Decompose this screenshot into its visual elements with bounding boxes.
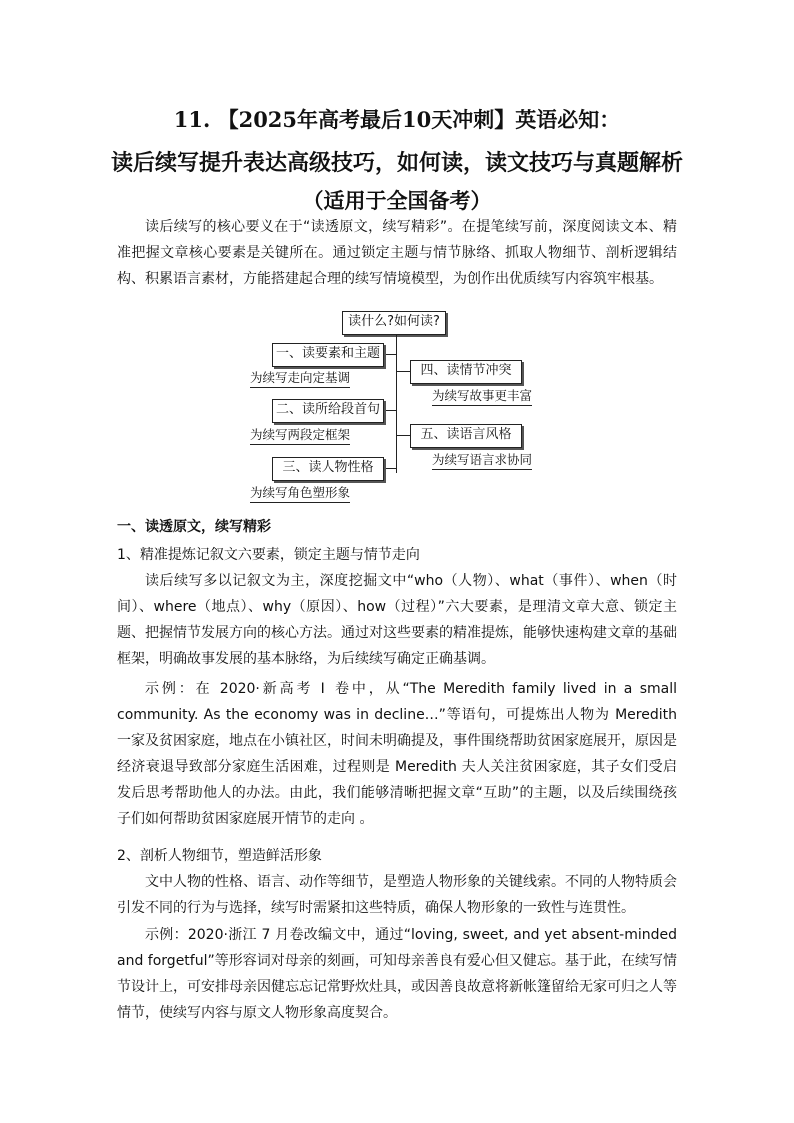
subsection-1-heading: 1、精准提炼记叙文六要素，锁定主题与情节走向 [117, 547, 420, 563]
diagram-note-1: 为续写走向定基调 [250, 369, 350, 388]
connector [396, 371, 410, 372]
intro-paragraph: 读后续写的核心要义在于“读透原文，续写精彩”。在提笔续写前，深度阅读文本、精准把握文章核心要素是关键所在。通过锁定主题与情节脉络、抓取人物细节、剖析逻辑结构、积累语言素材，方能搭建起合理的续写情境模型，为创作出优质续写内容筑牢根基。 [117, 219, 677, 287]
title-line-3: （适用于全国备考） [302, 188, 492, 213]
diagram-node-1: 一、读要素和主题 [272, 343, 384, 367]
paragraph-character-details: 文中人物的性格、语言、动作等细节，是塑造人物形象的关键线索。不同的人物特质会引发不同的行为与选择，续写时需紧扣这些特质，确保人物形象的一致性与连贯性。 [117, 874, 677, 916]
diagram-note-2: 为续写两段定框架 [250, 426, 350, 445]
paragraph-six-elements: 读后续写多以记叙文为主，深度挖掘文中“who（人物）、what（事件）、when（时间）、where（地点）、why（原因）、how（过程）”六大要素，是理清文章大意、锁定主题、把握情节发展方向的核心方法。通过对这些要素的精准提炼，能够快速构建文章的基础框架，明确故事发展的基本脉络，为后续续写确定正确基调。 [117, 573, 677, 667]
diagram-note-5: 为续写语言求协同 [432, 451, 532, 470]
diagram-root: 读什么?如何读? [342, 311, 446, 335]
diagram-node-4: 四、读情节冲突 [410, 360, 522, 384]
diagram-node-2: 二、读所给段首句 [272, 399, 384, 423]
title-line-2: 读后续写提升表达高级技巧，如何读，读文技巧与真题解析 [110, 150, 683, 176]
diagram-trunk [396, 335, 397, 473]
paragraph-example-2: 示例：2020·浙江 7 月卷改编文中，通过“loving, sweet, and yet absent-minded and forgetful”等形容词对母亲的刻画，可知母亲善良有爱心但又健忘。基于此，在续写情节设计上，可安排母亲因健忘忘记常野炊灶具，或因善良故意将新帐篷留给无家可归之人等情节，使续写内容与原文人物形象高度契合。 [117, 927, 677, 1021]
section-1-heading: 一、读透原文，续写精彩 [117, 519, 271, 535]
diagram-note-3: 为续写角色塑形象 [250, 484, 350, 503]
paragraph-example-1: 示例：在 2020·新高考 Ⅰ 卷中，从“The Meredith family lived in a small community. As the economy was in decline…”等语句，可提炼出人物为 Meredith 一家及贫困家庭，地点在小镇社区，时间未明确提及，事件围绕帮助贫困家庭展开，原因是经济衰退导致部分家庭生活困难，过程则是 Meredith 夫人关注贫困家庭，其子女们受启发后思考帮助他人的办法。由此，我们能够清晰把握文章“互助”的主题，以及后续围绕孩子们如何帮助贫困家庭展开情节的走向 。 [117, 681, 677, 827]
diagram-node-5: 五、读语言风格 [410, 424, 522, 448]
connector [384, 468, 396, 469]
subsection-2-heading: 2、剖析人物细节，塑造鲜活形象 [117, 848, 322, 864]
diagram-node-3: 三、读人物性格 [272, 457, 384, 481]
title-line-1: 11. 【2025年高考最后10天冲刺】英语必知： [173, 107, 621, 132]
connector [384, 410, 396, 411]
diagram-note-4: 为续写故事更丰富 [432, 387, 532, 406]
connector [396, 435, 410, 436]
connector [384, 354, 396, 355]
